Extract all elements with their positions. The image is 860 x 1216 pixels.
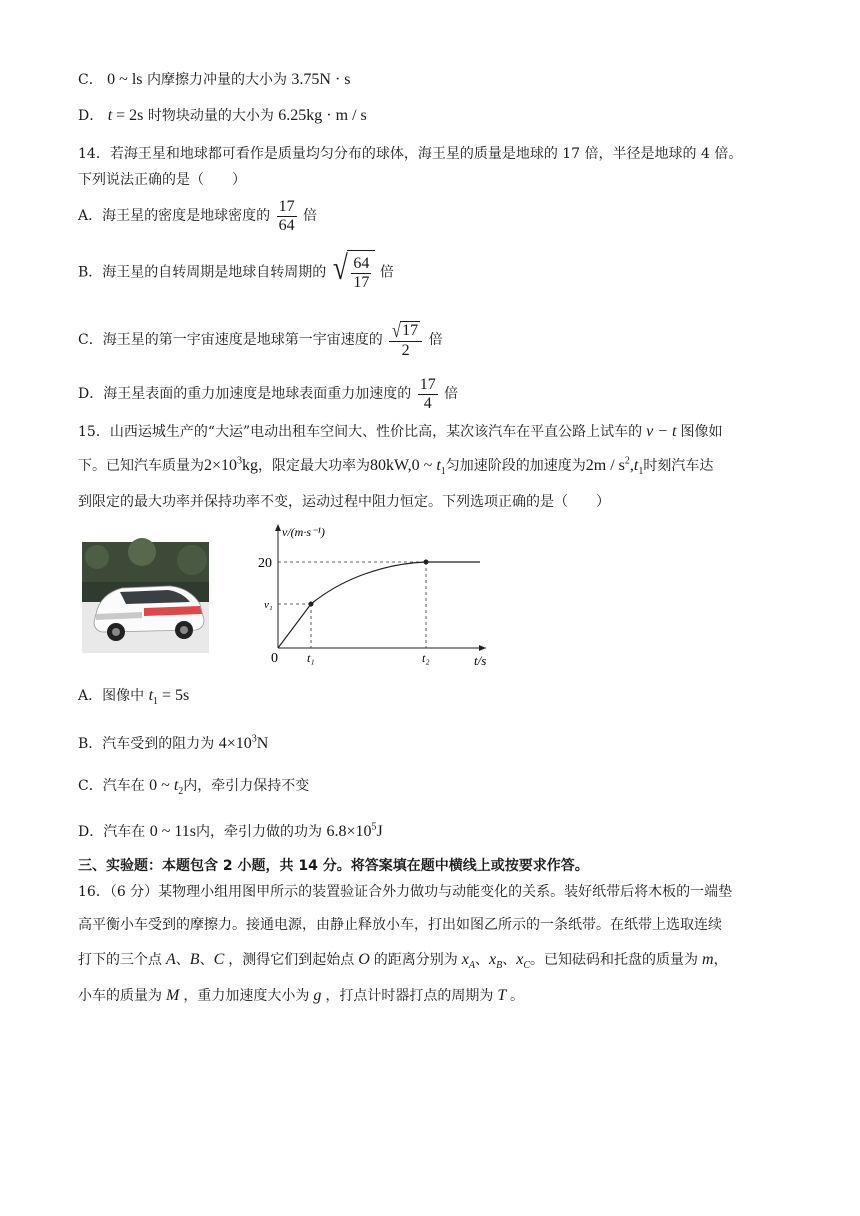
- q15-stem-line1: 15．山西运城生产的“大运”电动出租车空间大、性价比高，某次该汽车在平直公路上试车的 v − t 图像如: [78, 423, 723, 440]
- fraction: $\frac{17}{4}$: [419, 375, 436, 412]
- y-axis-label: v/(m·s⁻¹): [282, 525, 325, 539]
- fraction: √ 17 2: [389, 321, 422, 360]
- v-t-chart: [238, 520, 487, 670]
- q13-option-d[interactable]: D． t = 2s 时物块动量的大小为 6.25kg · m / s: [78, 107, 367, 124]
- q15-stem-line2: 下。已知汽车质量为$2\times 10^3kg$，限定最大功率为80kW,0 ~ $t_1$匀加速阶段的加速度为$2m / s^2,t_1$时刻汽车达: [78, 455, 714, 478]
- q16-line1: 16．（6 分）某物理小组用图甲所示的装置验证合外力做功与动能变化的关系。装好纸带后将木板的一端垫: [78, 884, 733, 900]
- x-tick-t1: t₁: [307, 651, 315, 665]
- q14-option-a[interactable]: A．海王星的密度是地球密度的 $\frac{17}{64}$ 倍: [78, 197, 318, 234]
- q14-option-c[interactable]: C．海王星的第一宇宙速度是地球第一宇宙速度的 √ 17 2 倍: [78, 319, 443, 359]
- y-axis-arrow: [275, 524, 281, 531]
- q15-option-c[interactable]: C．汽车在 0 ~ $t_2$内，牵引力保持不变: [78, 777, 310, 798]
- q14-option-d[interactable]: D．海王星表面的重力加速度是地球表面重力加速度的 $\frac{17}{4}$ 倍: [78, 375, 459, 412]
- x-axis-arrow: [479, 645, 486, 651]
- x-axis-label: t/s: [474, 653, 487, 668]
- section-heading: 三、实验题：本题包含 2 小题，共 14 分。将答案填在题中横线上或按要求作答。: [78, 858, 589, 874]
- y-tick-20: 20: [258, 556, 272, 571]
- q14-stem-line2: 下列说法正确的是（ ）: [78, 172, 246, 188]
- q15-option-b[interactable]: B．汽车受到的阻力为 $4\times 10^3N$: [78, 733, 269, 752]
- car-photo: [82, 542, 209, 653]
- q15-stem-line3: 到限定的最大功率并保持功率不变，运动过程中阻力恒定。下列选项正确的是（ ）: [78, 494, 610, 510]
- q15-option-a[interactable]: A．图像中 $t_1 = 5s$: [78, 687, 190, 708]
- x-tick-t2: t₂: [422, 651, 430, 665]
- series-uniform-acceleration: [278, 604, 311, 648]
- q16-line4: 小车的质量为 M ，重力加速度大小为 g ，打点计时器打点的周期为 T 。: [78, 987, 524, 1004]
- origin-label: 0: [271, 651, 278, 666]
- point-t2: [424, 560, 429, 565]
- q15-option-d[interactable]: D．汽车在 0 ~ 11s内，牵引力做的功为 $6.8\times 10^5J$: [78, 821, 383, 840]
- y-tick-v1: v₁: [264, 599, 273, 611]
- fraction: $\frac{17}{64}$: [278, 197, 295, 234]
- q14-stem-line1: 14．若海王星和地球都可看作是质量均匀分布的球体，海王星的质量是地球的 17 倍，半径是地球的 4 倍。: [78, 146, 743, 162]
- q16-line2: 高平衡小车受到的摩擦力。接通电源，由静止释放小车，打出如图乙所示的一条纸带。在纸带上选取连续: [78, 917, 722, 933]
- series-constant-power: [311, 562, 426, 604]
- point-t1: [309, 602, 314, 607]
- q14-option-b[interactable]: B．海王星的自转周期是地球自转周期的 √ $\frac{64}{17}$ 倍: [78, 250, 394, 295]
- square-root: √ $\frac{64}{17}$: [331, 250, 376, 295]
- q16-line3: 打下的三个点 A、B、C ，测得它们到起始点 O 的距离分别为 $x_A$、$x_B$、$x_C$。已知砝码和托盘的质量为 m，: [78, 951, 728, 972]
- q13-option-c[interactable]: C． 0 ~ ls 内摩擦力冲量的大小为 3.75N · s: [78, 71, 351, 88]
